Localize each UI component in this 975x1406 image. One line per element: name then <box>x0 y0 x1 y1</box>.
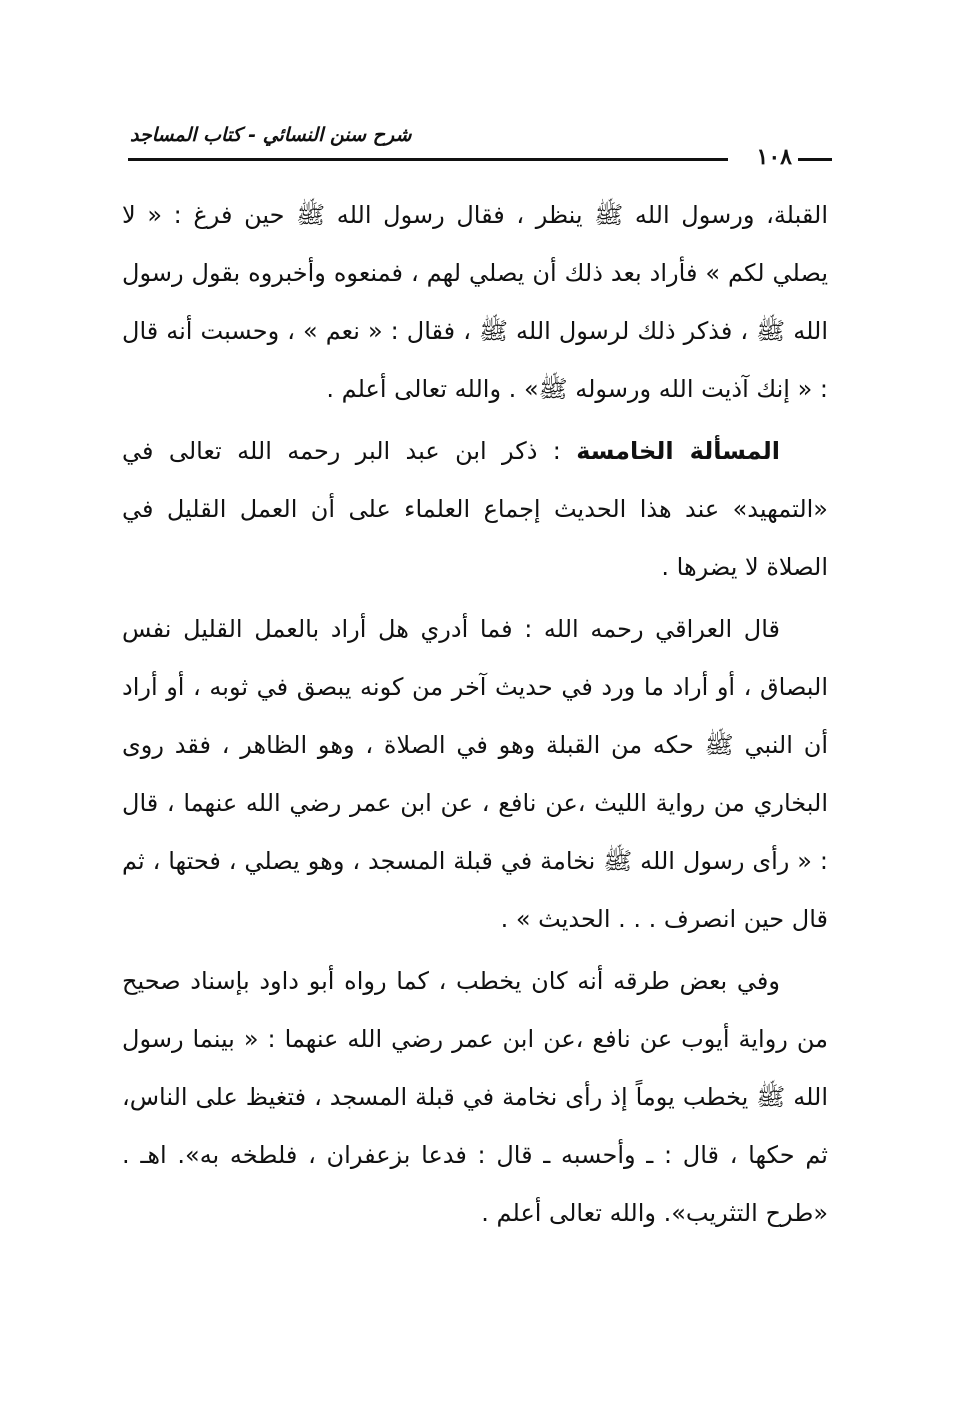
section-term: المسألة الخامسة <box>576 437 780 465</box>
header-rule <box>128 158 728 161</box>
paragraph-text: : ذكر ابن عبد البر رحمه الله تعالى في «التمهيد» عند هذا الحديث إجماع العلماء على أن العمل القليل في الصلاة لا يضرها . <box>122 437 828 581</box>
page-number: ١٠٨ <box>756 144 792 170</box>
page-number-dash <box>798 158 832 161</box>
page-header <box>120 120 832 170</box>
running-title: شرح سنن النسائي - كتاب المساجد <box>130 124 412 146</box>
body-text <box>122 186 828 1246</box>
paragraph <box>122 422 828 596</box>
paragraph: وفي بعض طرقه أنه كان يخطب ، كما رواه أبو داود بإسناد صحيح من رواية أيوب عن نافع ،عن ابن عمر رضي الله عنهما : « بينما رسول الله ﷺ يخطب يوماً إذ رأى نخامة في قبلة المسجد ، فتغيظ على الناس، ثم حكها ، قال : ـ وأحسبه ـ قال : فدعا بزعفران ، فلطخه به». اهـ . «طرح التثريب». والله تعالى أعلم . <box>122 967 828 1227</box>
paragraph: القبلة، ورسول الله ﷺ ينظر ، فقال رسول الله ﷺ حين فرغ : « لا يصلي لكم » فأراد بعد ذلك أن يصلي لهم ، فمنعوه وأخبروه بقول رسول الله ﷺ ، فذكر ذلك لرسول الله ﷺ ، فقال : « نعم » ، وحسبت أنه قال : « إنك آذيت الله ورسوله ﷺ» . والله تعالى أعلم . <box>122 201 828 403</box>
paragraph: قال العراقي رحمه الله : فما أدري هل أراد بالعمل القليل نفس البصاق ، أو أراد ما ورد في حديث آخر من كونه يبصق في ثوبه ، أو أراد أن النبي ﷺ حكه من القبلة وهو في الصلاة ، وهو الظاهر ، فقد روى البخاري من رواية الليث ،عن نافع ، عن ابن عمر رضي الله عنهما ، قال : « رأى رسول الله ﷺ نخامة في قبلة المسجد ، وهو يصلي ، فحتها ، ثم قال حين انصرف . . . الحديث » . <box>122 615 828 933</box>
